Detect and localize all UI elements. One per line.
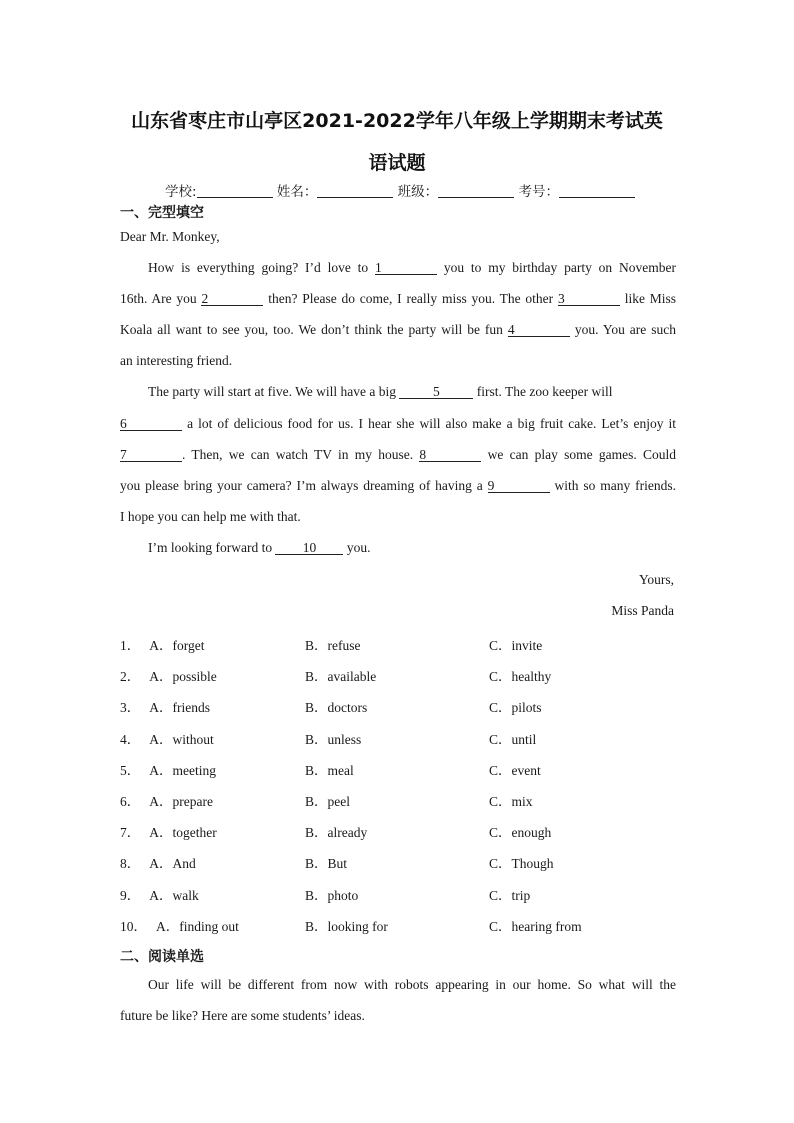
option-row-3-c[interactable]: C．pilots — [489, 700, 542, 715]
option-row-4-c[interactable]: C．until — [489, 732, 537, 747]
option-row-10-b[interactable]: B．looking for — [305, 919, 388, 934]
option-row-6-c[interactable]: C．mix — [489, 794, 533, 809]
exam-title: 山东省枣庄市山亭区2021-2022学年八年级上学期期末考试英 — [131, 110, 663, 132]
option-row-2-b[interactable]: B．available — [305, 669, 377, 684]
letter-signature: Miss Panda — [611, 603, 674, 618]
blank-8[interactable]: 8 — [419, 448, 481, 462]
passage-line: an interesting friend. — [120, 353, 233, 368]
passage-line: The party will start at five. We will have a big 5 first. The zoo keeper will — [148, 384, 613, 399]
section-heading-reading: 二、阅读单选 — [120, 949, 204, 965]
section-heading-cloze: 一、完型填空 — [120, 205, 204, 221]
blank-2[interactable]: 2 — [201, 292, 263, 306]
passage-line: 7 . Then, we can watch TV in my house. 8 we can play some games. Could — [120, 447, 677, 462]
school-label: 学校: — [165, 184, 197, 200]
student-info-row — [165, 180, 635, 200]
blank-5[interactable]: 5 — [399, 385, 473, 399]
exam-number-field[interactable] — [559, 184, 635, 198]
option-row-3-a[interactable]: 3． A．friends — [120, 700, 210, 715]
option-row-6-a[interactable]: 6． A．prepare — [120, 794, 213, 809]
option-row-2-a[interactable]: 2． A．possible — [120, 669, 217, 684]
blank-1[interactable]: 1 — [375, 261, 437, 275]
exam-number-label: 考号： — [518, 184, 559, 200]
blank-6[interactable]: 6 — [120, 417, 182, 431]
option-row-7-c[interactable]: C．enough — [489, 825, 552, 840]
name-label: 姓名： — [276, 184, 318, 200]
option-row-9-c[interactable]: C．trip — [489, 888, 531, 903]
class-field[interactable] — [438, 184, 514, 198]
option-row-10-a[interactable]: 10． A．finding out — [120, 919, 239, 934]
passage-line: Koala all want to see you, too. We don’t think the party will be fun 4 you. You are such — [120, 322, 676, 337]
letter-closing: Yours, — [638, 572, 674, 587]
passage-line: I’m looking forward to 10 you. — [148, 540, 371, 555]
passage-line: How is everything going? I’d love to 1 you to my birthday party on November — [148, 260, 676, 275]
option-row-6-b[interactable]: B．peel — [305, 794, 350, 809]
name-field[interactable] — [317, 184, 393, 198]
option-row-8-a[interactable]: 8． A．And — [120, 856, 196, 871]
passage-line: Our life will be different from now with robots appearing in our home. So what will the — [148, 977, 676, 992]
passage-line: 16th. Are you 2 then? Please do come, I really miss you. The other 3 like Miss — [120, 291, 677, 306]
passage-line: 6 a lot of delicious food for us. I hear she will also make a big fruit cake. Let’s enjoy it — [120, 416, 677, 431]
option-row-3-b[interactable]: B．doctors — [305, 700, 368, 715]
exam-title-continued: 语试题 — [368, 152, 426, 174]
class-label: 班级： — [397, 184, 439, 200]
blank-4[interactable]: 4 — [508, 323, 570, 337]
blank-9[interactable]: 9 — [488, 479, 550, 493]
option-row-8-c[interactable]: C．Though — [489, 856, 554, 871]
school-field[interactable] — [197, 184, 273, 198]
option-row-1-a[interactable]: 1． A．forget — [120, 638, 205, 653]
passage-line: future be like? Here are some students’ ideas. — [120, 1008, 365, 1023]
blank-3[interactable]: 3 — [558, 292, 620, 306]
option-row-2-c[interactable]: C．healthy — [489, 669, 552, 684]
passage-line: you please bring your camera? I’m always dreaming of having a 9 with so many friends. — [120, 478, 677, 493]
option-row-1-c[interactable]: C．invite — [489, 638, 543, 653]
blank-10[interactable]: 10 — [275, 541, 343, 555]
option-row-10-c[interactable]: C．hearing from — [489, 919, 582, 934]
option-row-4-b[interactable]: B．unless — [305, 732, 362, 747]
option-row-7-a[interactable]: 7． A．together — [120, 825, 217, 840]
letter-greeting: Dear Mr. Monkey, — [120, 229, 220, 244]
option-row-1-b[interactable]: B．refuse — [305, 638, 361, 653]
passage-line: I hope you can help me with that. — [120, 509, 301, 524]
option-row-8-b[interactable]: B．But — [305, 856, 348, 871]
option-row-9-a[interactable]: 9． A．walk — [120, 888, 199, 903]
option-row-5-a[interactable]: 5． A．meeting — [120, 763, 216, 778]
option-row-9-b[interactable]: B．photo — [305, 888, 359, 903]
option-row-7-b[interactable]: B．already — [305, 825, 368, 840]
option-row-5-b[interactable]: B．meal — [305, 763, 354, 778]
option-row-4-a[interactable]: 4． A．without — [120, 732, 214, 747]
option-row-5-c[interactable]: C．event — [489, 763, 541, 778]
blank-7[interactable]: 7 — [120, 448, 182, 462]
